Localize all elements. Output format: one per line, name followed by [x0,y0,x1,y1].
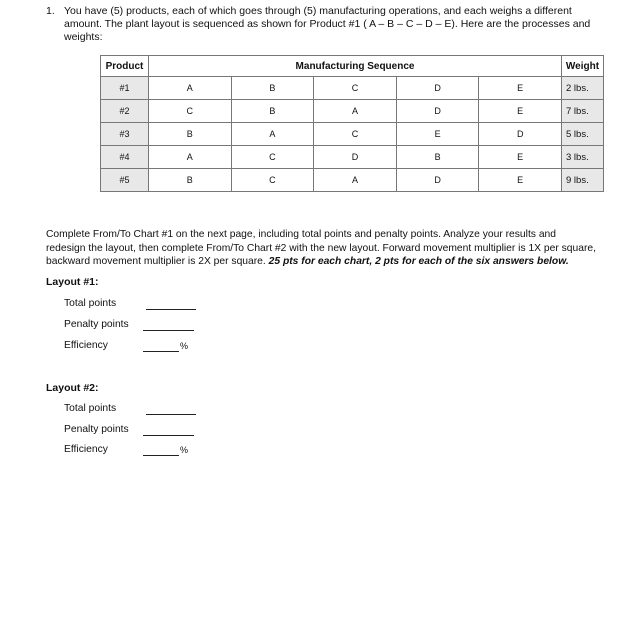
layout1-penalty-points-blank[interactable] [143,329,194,331]
header-weight: Weight [562,56,604,77]
sequence-step-cell: B [231,77,314,100]
question-text: You have (5) products, each of which goes through (5) manufacturing operations, and each weighs a different amount. The plant layout is sequenced as shown for Product #1 ( A – B – C – D – E). Here are the processes and weights: [64,5,591,43]
sequence-step-cell: A [314,100,397,123]
layout2-percent-sign: % [180,445,189,455]
sequence-step-cell: A [149,146,232,169]
sequence-step-cell: C [314,123,397,146]
instructions-text: Complete From/To Chart #1 on the next page, including total points and penalty points. Analyze your results and redesign the layout, then complete From/To Chart #2 with the new layout. Forward movement multiplier is 1X per square, backward movement multiplier is 2X per square. [46,229,596,267]
product-cell: #4 [101,146,149,169]
sequence-step-cell: B [149,123,232,146]
sequence-step-cell: D [396,169,479,192]
table-body [101,77,604,192]
layout2-efficiency-label: Efficiency [64,444,108,455]
question-number: 1. [46,5,55,17]
layout2-efficiency-blank[interactable] [143,454,179,456]
weight-cell: 2 lbs. [562,77,604,100]
sequence-step-cell: D [396,100,479,123]
sequence-step-cell: E [396,123,479,146]
sequence-step-cell: B [396,146,479,169]
table-row [101,146,604,169]
sequence-step-cell: E [479,169,562,192]
sequence-step-cell: B [231,100,314,123]
sequence-step-cell: E [479,146,562,169]
layout2-penalty-points-blank[interactable] [143,434,194,436]
header-product: Product [101,56,149,77]
sequence-step-cell: B [149,169,232,192]
manufacturing-sequence-table [100,55,604,192]
table-row [101,100,604,123]
instructions-points: 25 pts for each chart, 2 pts for each of the six answers below. [268,256,569,267]
sequence-step-cell: A [314,169,397,192]
layout2-total-points-label: Total points [64,403,117,414]
layout1-penalty-points-label: Penalty points [64,319,129,330]
sequence-step-cell: C [231,169,314,192]
layout2-penalty-points-label: Penalty points [64,424,129,435]
layout2-total-points-blank[interactable] [146,413,196,415]
weight-cell: 3 lbs. [562,146,604,169]
table-row [101,169,604,192]
sequence-step-cell: D [479,123,562,146]
product-cell: #5 [101,169,149,192]
product-cell: #1 [101,77,149,100]
instructions-paragraph [46,228,598,269]
layout1-efficiency-blank[interactable] [143,350,179,352]
sequence-step-cell: A [149,77,232,100]
product-cell: #3 [101,123,149,146]
layout1-percent-sign: % [180,341,189,351]
sequence-step-cell: C [231,146,314,169]
weight-cell: 5 lbs. [562,123,604,146]
sequence-step-cell: C [149,100,232,123]
sequence-step-cell: D [314,146,397,169]
table-row [101,123,604,146]
sequence-step-cell: D [396,77,479,100]
sequence-step-cell: A [231,123,314,146]
sequence-step-cell: E [479,100,562,123]
header-sequence: Manufacturing Sequence [149,56,562,77]
sequence-step-cell: C [314,77,397,100]
product-cell: #2 [101,100,149,123]
layout2-title: Layout #2: [46,382,99,394]
layout1-total-points-label: Total points [64,298,117,309]
weight-cell: 9 lbs. [562,169,604,192]
layout1-efficiency-label: Efficiency [64,340,108,351]
table-row [101,77,604,100]
layout1-total-points-blank[interactable] [146,308,196,310]
sequence-step-cell: E [479,77,562,100]
weight-cell: 7 lbs. [562,100,604,123]
layout1-title: Layout #1: [46,276,99,288]
